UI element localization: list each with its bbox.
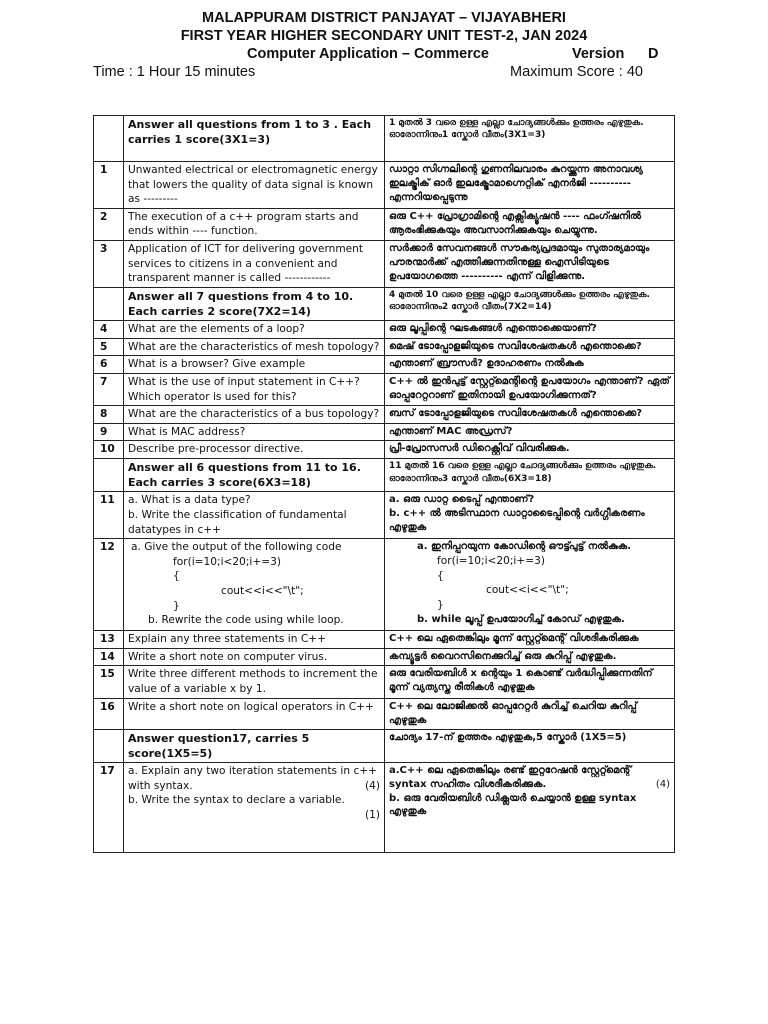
question-number: 2 — [94, 208, 124, 240]
question-english: What is the use of input statement in C++? Which operator is used for this? — [124, 374, 385, 406]
section-english: Answer all 7 questions from 4 to 10. Each carries 2 score(7X2=14) — [124, 287, 385, 320]
question-malayalam: പ്രീ-പ്രോസസർ ഡിറെക്റ്റിവ് വിവരിക്കുക. — [385, 441, 675, 459]
question-malayalam: ബസ് ടോപ്പോളജിയുടെ സവിശേഷതകൾ എന്തൊക്കെ? — [385, 406, 675, 424]
question-row — [94, 356, 675, 374]
part-b: b. Write the syntax to declare a variable. — [128, 794, 345, 807]
question-english: Write a short note on logical operators in C++ — [124, 698, 385, 729]
question-number: 7 — [94, 374, 124, 406]
part-b: b. c++ ൽ അടിസ്ഥാന ഡാറ്റാടൈപ്പിന്റെ വർഗ്ഗീകരണം എഴുതുക — [389, 508, 645, 534]
version-code: D — [648, 46, 659, 62]
section-row — [94, 459, 675, 492]
question-number: 6 — [94, 356, 124, 374]
code-line: { — [173, 570, 180, 583]
title-exam: FIRST YEAR HIGHER SECONDARY UNIT TEST-2, JAN 2024 — [180, 28, 588, 44]
question-malayalam: ഒരു C++ പ്രോഗ്രാമിന്റെ എക്സിക്യൂഷൻ ---- ഫംഗ്ഷനിൽ ആരംഭിക്കുകയും അവസാനിക്കുകയും ചെയ്യുന്നു. — [385, 208, 675, 240]
section-english: Answer all questions from 1 to 3 . Each carries 1 score(3X1=3) — [124, 116, 385, 162]
question-malayalam: C++ ലെ ഏതെങ്കിലും മൂന്ന് സ്റ്റേറ്റ്മെന്റ് വിശദീകരിക്കുക — [385, 631, 675, 649]
question-malayalam: കമ്പ്യൂട്ടർ വൈറസിനെക്കുറിച്ച് ഒരു കുറിപ്പ് എഴുതുക. — [385, 648, 675, 666]
code-line: cout<<i<<"\t"; — [486, 584, 569, 597]
question-english: What are the characteristics of mesh topology? — [124, 338, 385, 356]
question-number: 4 — [94, 321, 124, 339]
question-number: 9 — [94, 423, 124, 441]
part-a — [389, 764, 670, 792]
question-number: 16 — [94, 698, 124, 729]
part-a-text: a. Explain any two iteration statements in c++ with syntax. — [128, 765, 378, 792]
question-row — [94, 763, 675, 853]
question-english — [124, 539, 385, 631]
question-number: 10 — [94, 441, 124, 459]
question-english: What is MAC address? — [124, 423, 385, 441]
time-info: Time : 1 Hour 15 minutes — [93, 64, 256, 80]
question-row — [94, 208, 675, 240]
question-malayalam — [385, 539, 675, 631]
part-a-text: a.C++ ലെ ഏതെങ്കിലും രണ്ട് ഇറ്ററേഷൻ സ്റ്റേറ്റ്മെന്റ് syntax സഹിതം വിശദീകരിക്കുക. — [389, 765, 632, 790]
section-row — [94, 116, 675, 162]
section-malayalam: ചോദ്യം 17-ന് ഉത്തരം എഴുതുക,5 സ്കോർ (1X5=5) — [385, 729, 675, 762]
question-malayalam: C++ ൽ ഇൻപുട്ട് സ്റ്റേറ്റ്മെന്റിന്റെ ഉപയോഗം എന്താണ്? ഏത് ഓപ്പറേറ്ററാണ് ഇതിനായി ഉപയോഗിക്കുന്നത്? — [385, 374, 675, 406]
question-number: 5 — [94, 338, 124, 356]
question-number: 12 — [94, 539, 124, 631]
question-row — [94, 162, 675, 209]
part-a — [128, 764, 380, 793]
question-number: 14 — [94, 648, 124, 666]
section-malayalam: 1 മുതൽ 3 വരെ ഉള്ള എല്ലാ ചോദ്യങ്ങൾക്കും ഉത്തരം എഴുതുക. ഓരോന്നിനും1 സ്കോർ വീതം(3X1=3) — [385, 116, 675, 162]
question-malayalam: മെഷ് ടോപ്പോളജിയുടെ സവിശേഷതകൾ എന്തൊക്കെ? — [385, 338, 675, 356]
part-b: b. Rewrite the code using while loop. — [148, 614, 344, 627]
part-a: a. What is a data type? — [128, 494, 251, 507]
mark-a: (4) — [655, 778, 670, 790]
question-row — [94, 338, 675, 356]
question-number: 17 — [94, 763, 124, 853]
question-row — [94, 666, 675, 698]
section-malayalam: 4 മുതൽ 10 വരെ ഉള്ള എല്ലാ ചോദ്യങ്ങൾക്കും ഉത്തരം എഴുതുക. ഓരോന്നിനും2 സ്കോർ വീതം(7X2=14) — [385, 287, 675, 320]
question-row — [94, 374, 675, 406]
question-english: The execution of a c++ program starts and ends within ---- function. — [124, 208, 385, 240]
question-number: 3 — [94, 241, 124, 288]
question-number: 15 — [94, 666, 124, 698]
question-malayalam — [385, 492, 675, 539]
code-line: } — [437, 598, 444, 611]
question-row — [94, 492, 675, 539]
section-english: Answer question17, carries 5 score(1X5=5) — [124, 729, 385, 762]
part-a: a. ഇനിപ്പറയുന്ന കോഡിന്റെ ഔട്ട്പുട്ട് നൽകുക. — [417, 541, 631, 553]
code-line: for(i=10;i<20;i+=3) — [173, 555, 282, 568]
question-english: What are the characteristics of a bus topology? — [124, 406, 385, 424]
subject-title: Computer Application – Commerce — [247, 46, 489, 62]
part-b: b. while ലൂപ്പ് ഉപയോഗിച്ച് കോഡ് എഴുതുക. — [417, 613, 625, 625]
question-row — [94, 698, 675, 729]
part-a: a. ഒരു ഡാറ്റ ടൈപ്പ് എന്താണ്? — [389, 494, 535, 506]
question-row — [94, 441, 675, 459]
question-malayalam: ഒരു വേരിയബിൾ x ന്റെയും 1 കൊണ്ട് വർദ്ധിപ്പിക്കുന്നതിന് മൂന്ന് വ്യത്യസ്ത രീതികൾ എഴുതുക — [385, 666, 675, 698]
question-english: Write a short note on computer virus. — [124, 648, 385, 666]
question-row — [94, 406, 675, 424]
part-a: a. Give the output of the following code — [131, 541, 342, 554]
code-line: cout<<i<<"\t"; — [221, 585, 304, 598]
question-english: Application of ICT for delivering government services to citizens in a convenient and transparent manner is called ------------ — [124, 241, 385, 288]
question-malayalam: സർക്കാർ സേവനങ്ങൾ സൗകര്യപ്രദമായും സുതാര്യമായും പൗരന്മാർക്ക് എത്തിക്കുന്നതിനുള്ള ഐസിടിയുടെ ഉപയോഗത്തെ ---------- എന്ന് വിളിക്കുന്നു. — [385, 241, 675, 288]
question-english: What is a browser? Give example — [124, 356, 385, 374]
section-english: Answer all 6 questions from 11 to 16. Each carries 3 score(6X3=18) — [124, 459, 385, 492]
question-number: 1 — [94, 162, 124, 209]
title-district: MALAPPURAM DISTRICT PANJAYAT – VIJAYABHERI — [202, 10, 566, 26]
question-number: 13 — [94, 631, 124, 649]
question-malayalam: എന്താണ് MAC അഡ്രസ്? — [385, 423, 675, 441]
code-line: for(i=10;i<20;i+=3) — [437, 555, 546, 568]
question-english: Explain any three statements in C++ — [124, 631, 385, 649]
question-row — [94, 321, 675, 339]
version-label: Version — [572, 46, 625, 62]
mark-a: (4) — [364, 779, 380, 792]
question-malayalam: C++ ലെ ലോജിക്കൽ ഓപ്പറേറ്റർ കുറിച്ച് ചെറിയ കുറിപ്പ് എഴുതുക — [385, 698, 675, 729]
question-number: 11 — [94, 492, 124, 539]
question-english — [124, 492, 385, 539]
part-b: b. ഒരു വേരിയബിൾ ഡിക്ലയർ ചെയ്യാൻ ഉള്ള syntax എഴുതുക — [389, 792, 637, 818]
question-row — [94, 631, 675, 649]
question-english: What are the elements of a loop? — [124, 321, 385, 339]
question-row — [94, 539, 675, 631]
question-table — [93, 115, 675, 853]
section-malayalam: 11 മുതൽ 16 വരെ ഉള്ള എല്ലാ ചോദ്യങ്ങൾക്കും ഉത്തരം എഴുതുക. ഓരോന്നിനും3 സ്കോർ വീതം(6X3=18) — [385, 459, 675, 492]
code-line: { — [437, 569, 444, 582]
question-english: Describe pre-processor directive. — [124, 441, 385, 459]
question-english: Unwanted electrical or electromagnetic energy that lowers the quality of data signal is known as --------- — [124, 162, 385, 209]
code-line: } — [173, 599, 180, 612]
max-score-info: Maximum Score : 40 — [510, 64, 643, 80]
section-row — [94, 287, 675, 320]
question-row — [94, 423, 675, 441]
question-malayalam — [385, 763, 675, 853]
section-row — [94, 729, 675, 762]
mark-b: (1) — [364, 808, 380, 821]
question-malayalam: ഡാറ്റാ സിഗ്നലിന്റെ ഗുണനിലവാരം കുറയ്ക്കുന്ന അനാവശ്യ ഇലക്ട്രിക് ഓർ ഇലക്ട്രോമാഗ്നെറ്റിക് എനർജി ---------- എന്നറിയപ്പെടുന്നു — [385, 162, 675, 209]
question-number: 8 — [94, 406, 124, 424]
question-row — [94, 648, 675, 666]
part-b: b. Write the classification of fundamental datatypes in c++ — [128, 509, 347, 536]
question-english — [124, 763, 385, 853]
question-row — [94, 241, 675, 288]
question-english: Write three different methods to increment the value of a variable x by 1. — [124, 666, 385, 698]
question-malayalam: ഒരു ലൂപ്പിന്റെ ഘടകങ്ങൾ എന്തൊക്കെയാണ്? — [385, 321, 675, 339]
question-malayalam: എന്താണ് ബ്രൗസർ? ഉദാഹരണം നൽകുക — [385, 356, 675, 374]
